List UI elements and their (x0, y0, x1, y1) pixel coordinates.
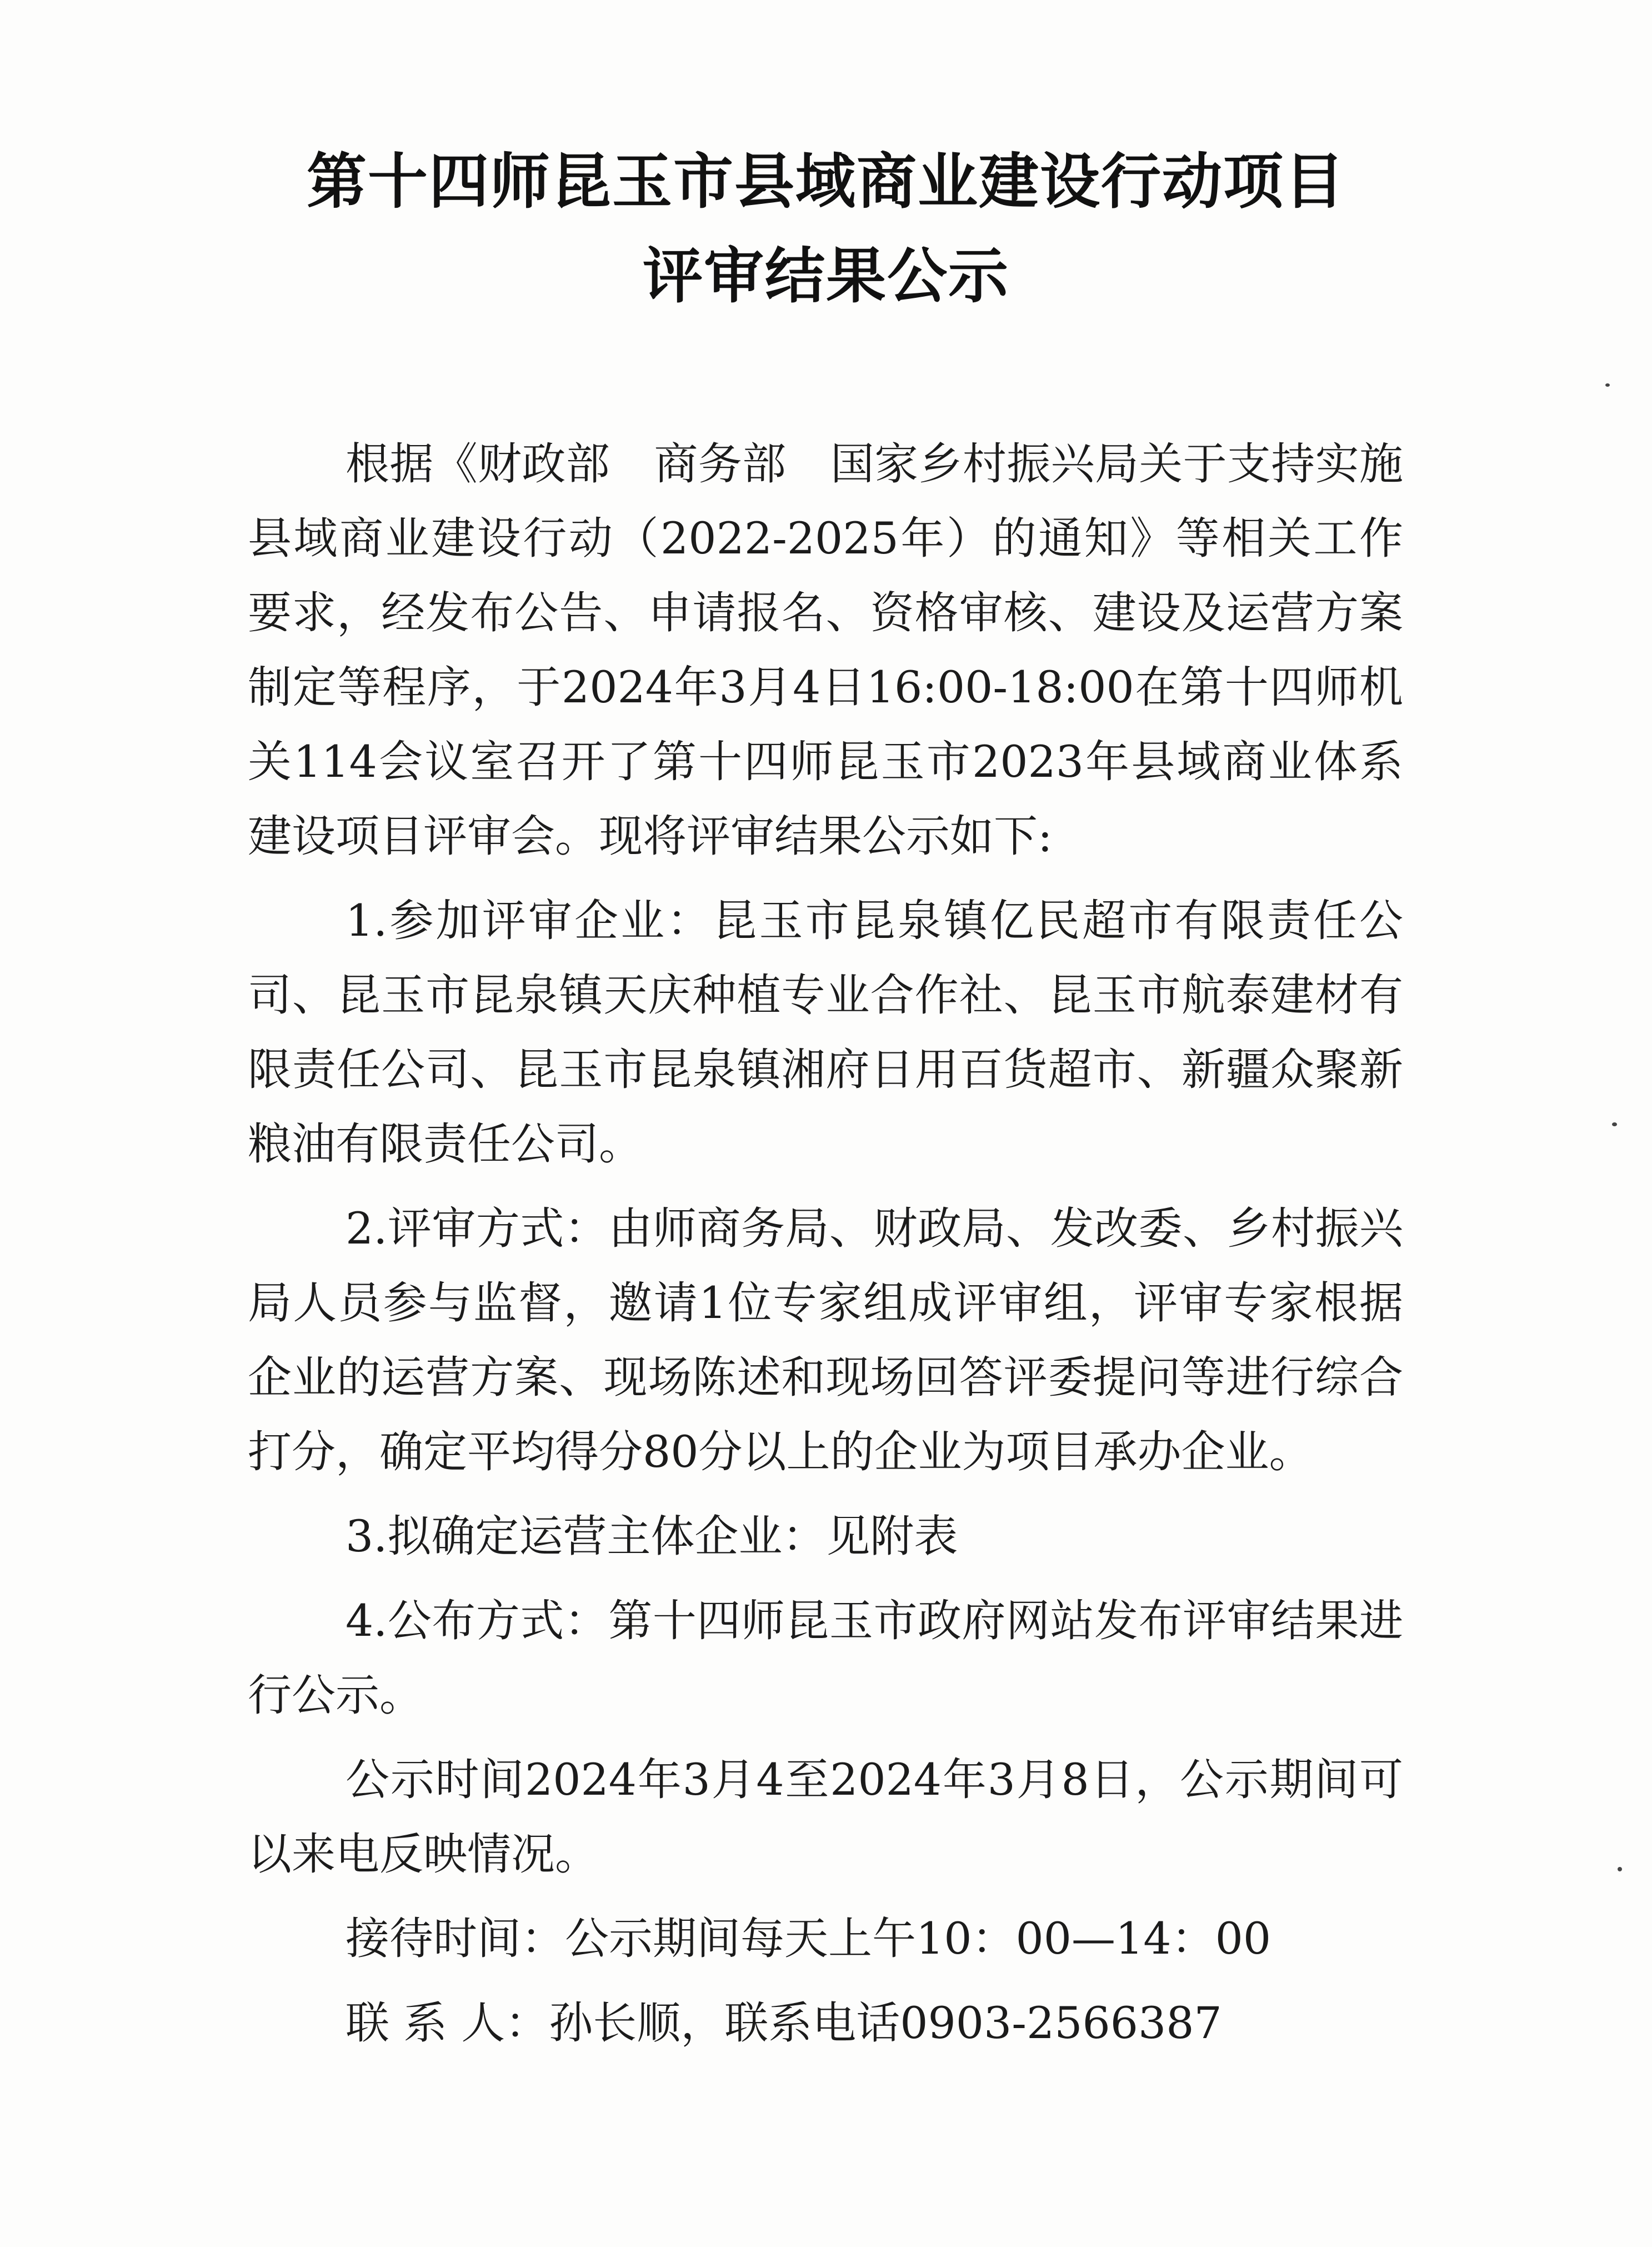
scan-speck (1605, 383, 1610, 387)
item-1-participants: 1.参加评审企业：昆玉市昆泉镇亿民超市有限责任公司、昆玉市昆泉镇天庆种植专业合作社、昆玉市航泰建材有限责任公司、昆玉市昆泉镇湘府日用百货超市、新疆众聚新粮油有限责任公司。 (248, 895, 1403, 1170)
item-2-review-method: 2.评审方式：由师商务局、财政局、发改委、乡村振兴局人员参与监督，邀请1位专家组成评审组，评审专家根据企业的运营方案、现场陈述和现场回答评委提问等进行综合打分，确定平均得分80分以上的企业为项目承办企业。 (248, 1203, 1403, 1477)
item-3-operating-entity: 3.拟确定运营主体企业：见附表 (346, 1511, 958, 1562)
scan-speck (1618, 1867, 1622, 1871)
scan-speck (1612, 1122, 1617, 1126)
document-title-line-2: 评审结果公示 (642, 241, 1009, 311)
intro-paragraph: 根据《财政部 商务部 国家乡村振兴局关于支持实施县域商业建设行动（2022-2025年）的通知》等相关工作要求，经发布公告、申请报名、资格审核、建设及运营方案制定等程序，于2024年3月4日16:00-18:00在第十四师机关114会议室召开了第十四师昆玉市2023年县域商业体系建设项目评审会。现将评审结果公示如下: (248, 438, 1403, 862)
contact-info: 联 系 人：孙长顺，联系电话0903-2566387 (346, 1998, 1222, 2049)
document-body (248, 427, 1403, 2060)
reception-time: 接待时间：公示期间每天上午10：00—14：00 (346, 1913, 1271, 1964)
item-4-publication-method: 4.公布方式：第十四师昆玉市政府网站发布评审结果进行公示。 (248, 1595, 1403, 1721)
publicity-period: 公示时间2024年3月4至2024年3月8日，公示期间可以来电反映情况。 (248, 1754, 1403, 1880)
document-title-line-1: 第十四师昆玉市县域商业建设行动项目 (306, 147, 1345, 217)
